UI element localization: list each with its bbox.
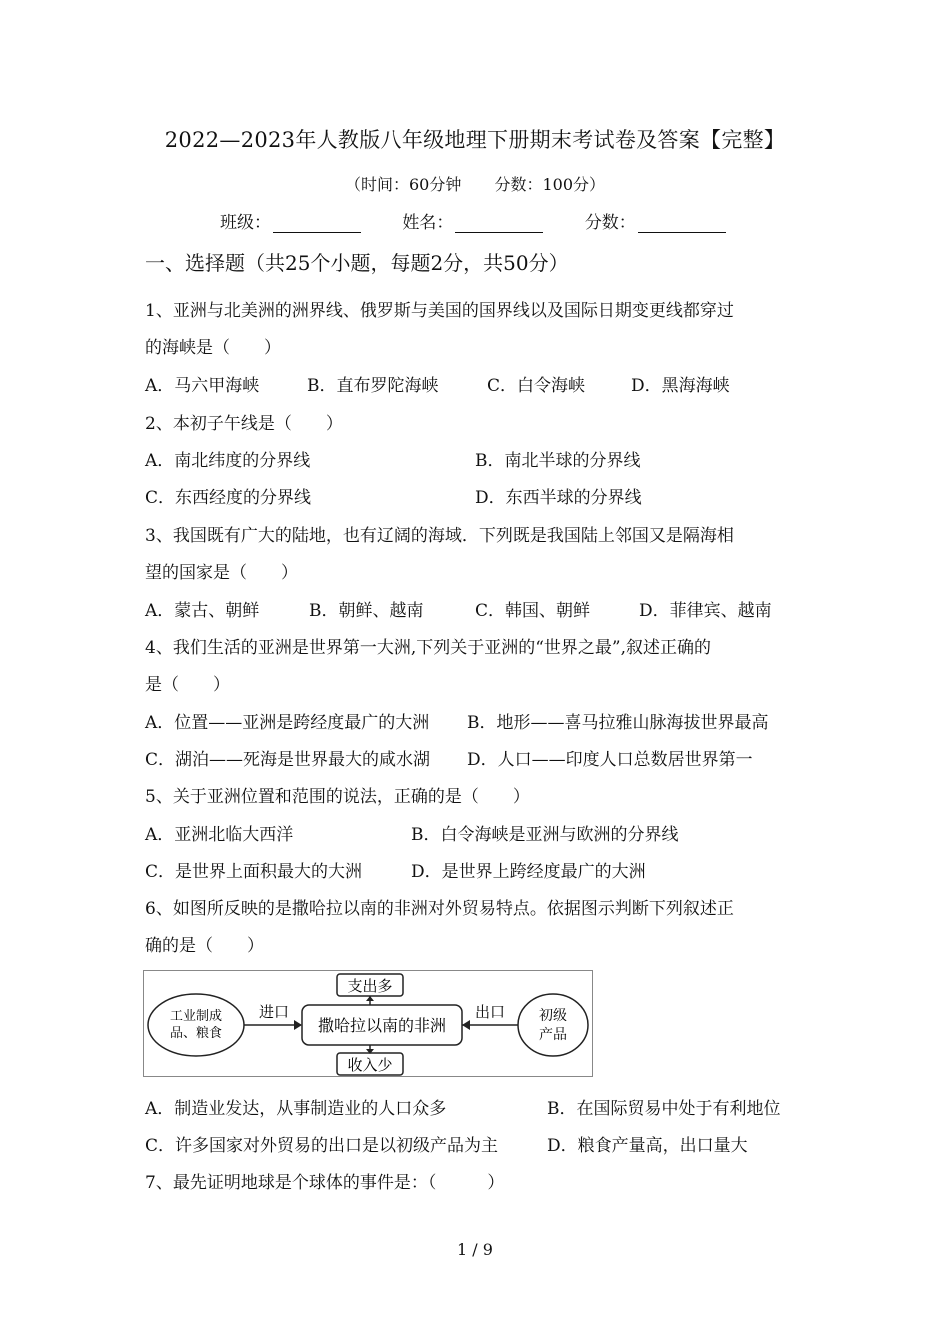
export-arrow-head: [462, 1020, 470, 1030]
right-oval: [518, 994, 588, 1056]
q2-option-b[interactable]: B．南北半球的分界线: [475, 451, 641, 471]
right-oval-line1: 初级: [539, 1008, 567, 1024]
q4-option-d[interactable]: D．人口——印度人口总数居世界第一: [467, 750, 753, 770]
export-label: 出口: [474, 1003, 506, 1021]
q5-option-a[interactable]: A．亚洲北临大西洋: [145, 825, 294, 845]
q3-option-d[interactable]: D．菲律宾、越南: [639, 601, 772, 621]
right-oval-line2: 产品: [539, 1027, 567, 1043]
q2-option-c[interactable]: C．东西经度的分界线: [145, 488, 312, 508]
q5-option-b[interactable]: B．白令海峡是亚洲与欧洲的分界线: [411, 825, 679, 845]
center-box-label: 撒哈拉以南的非洲: [317, 1016, 447, 1035]
q6-option-c[interactable]: C．许多国家对外贸易的出口是以初级产品为主: [145, 1136, 499, 1156]
left-oval-line1: 工业制成: [169, 1009, 223, 1024]
q3-option-b[interactable]: B．朝鲜、越南: [309, 601, 424, 621]
q6-option-d[interactable]: D．粮食产量高，出口量大: [547, 1136, 748, 1156]
section-title: 一、选择题（共25个小题，每题2分，共50分）: [145, 251, 569, 275]
class-label: 班级：: [220, 213, 271, 233]
left-oval-line2: 品、粮食: [169, 1026, 223, 1041]
q6-option-a[interactable]: A．制造业发达，从事制造业的人口众多: [145, 1099, 447, 1119]
q4-option-b[interactable]: B．地形——喜马拉雅山脉海拔世界最高: [467, 713, 769, 733]
q1-stem-line1: 1、亚洲与北美洲的洲界线、俄罗斯与美国的国界线以及国际日期变更线都穿过: [145, 301, 734, 321]
q5-option-c[interactable]: C．是世界上面积最大的大洲: [145, 862, 363, 882]
q4-option-a[interactable]: A．位置——亚洲是跨经度最广的大洲: [145, 713, 430, 733]
q1-stem-line2: 的海峡是（ ）: [145, 338, 281, 358]
q3-option-a[interactable]: A．蒙古、朝鲜: [145, 601, 260, 621]
class-field[interactable]: [220, 208, 361, 233]
q6-stem-line1: 6、如图所反映的是撒哈拉以南的非洲对外贸易特点。依据图示判断下列叙述正: [145, 899, 734, 919]
page-title: 2022—2023年人教版八年级地理下册期末考试卷及答案【完整】: [164, 128, 786, 152]
q3-option-c[interactable]: C．韩国、朝鲜: [475, 601, 591, 621]
import-arrow-head: [294, 1020, 302, 1030]
exam-meta: [0, 172, 950, 195]
q4-stem-line1: 4、我们生活的亚洲是世界第一大洲,下列关于亚洲的“世界之最”,叙述正确的: [145, 638, 712, 658]
q4-option-c[interactable]: C．湖泊——死海是世界最大的咸水湖: [145, 750, 431, 770]
q2-stem: 2、本初子午线是（ ）: [145, 414, 343, 434]
q1-option-b[interactable]: B．直布罗陀海峡: [307, 376, 439, 396]
bottom-box-label: 收入少: [347, 1056, 393, 1074]
trade-diagram: [143, 970, 593, 1077]
q2-option-a[interactable]: A．南北纬度的分界线: [145, 451, 311, 471]
page-number: 1 / 9: [457, 1240, 493, 1259]
q4-stem-line2: 是（ ）: [145, 675, 230, 695]
q3-stem-line2: 望的国家是（ ）: [145, 563, 298, 583]
q1-option-c[interactable]: C．白令海峡: [487, 376, 586, 396]
trade-diagram-svg: [144, 971, 592, 1076]
q6-stem-line2: 确的是（ ）: [145, 936, 264, 956]
time-info: （时间：60分钟: [344, 175, 462, 194]
score-label: 分数：: [584, 213, 636, 233]
q1-option-a[interactable]: A．马六甲海峡: [145, 376, 260, 396]
score-blank[interactable]: [638, 214, 726, 233]
name-blank[interactable]: [455, 214, 543, 233]
score-field[interactable]: [585, 208, 726, 233]
q5-option-d[interactable]: D．是世界上跨经度最广的大洲: [411, 862, 646, 882]
name-field[interactable]: [402, 208, 543, 233]
q3-stem-line1: 3、我国既有广大的陆地，也有辽阔的海域．下列既是我国陆上邻国又是隔海相: [145, 526, 734, 546]
q7-stem: 7、最先证明地球是个球体的事件是：（ ）: [145, 1173, 505, 1193]
name-label: 姓名：: [402, 213, 454, 233]
student-fields: [220, 208, 762, 233]
top-box-label: 支出多: [347, 977, 393, 995]
q2-option-d[interactable]: D．东西半球的分界线: [475, 488, 642, 508]
q6-option-b[interactable]: B．在国际贸易中处于有利地位: [547, 1099, 781, 1119]
score-info: 分数：100分）: [494, 175, 605, 194]
q5-stem: 5、关于亚洲位置和范围的说法，正确的是（ ）: [145, 787, 530, 807]
q1-option-d[interactable]: D．黑海海峡: [631, 376, 730, 396]
left-oval: [148, 994, 244, 1056]
class-blank[interactable]: [273, 214, 361, 233]
import-label: 进口: [258, 1003, 290, 1021]
